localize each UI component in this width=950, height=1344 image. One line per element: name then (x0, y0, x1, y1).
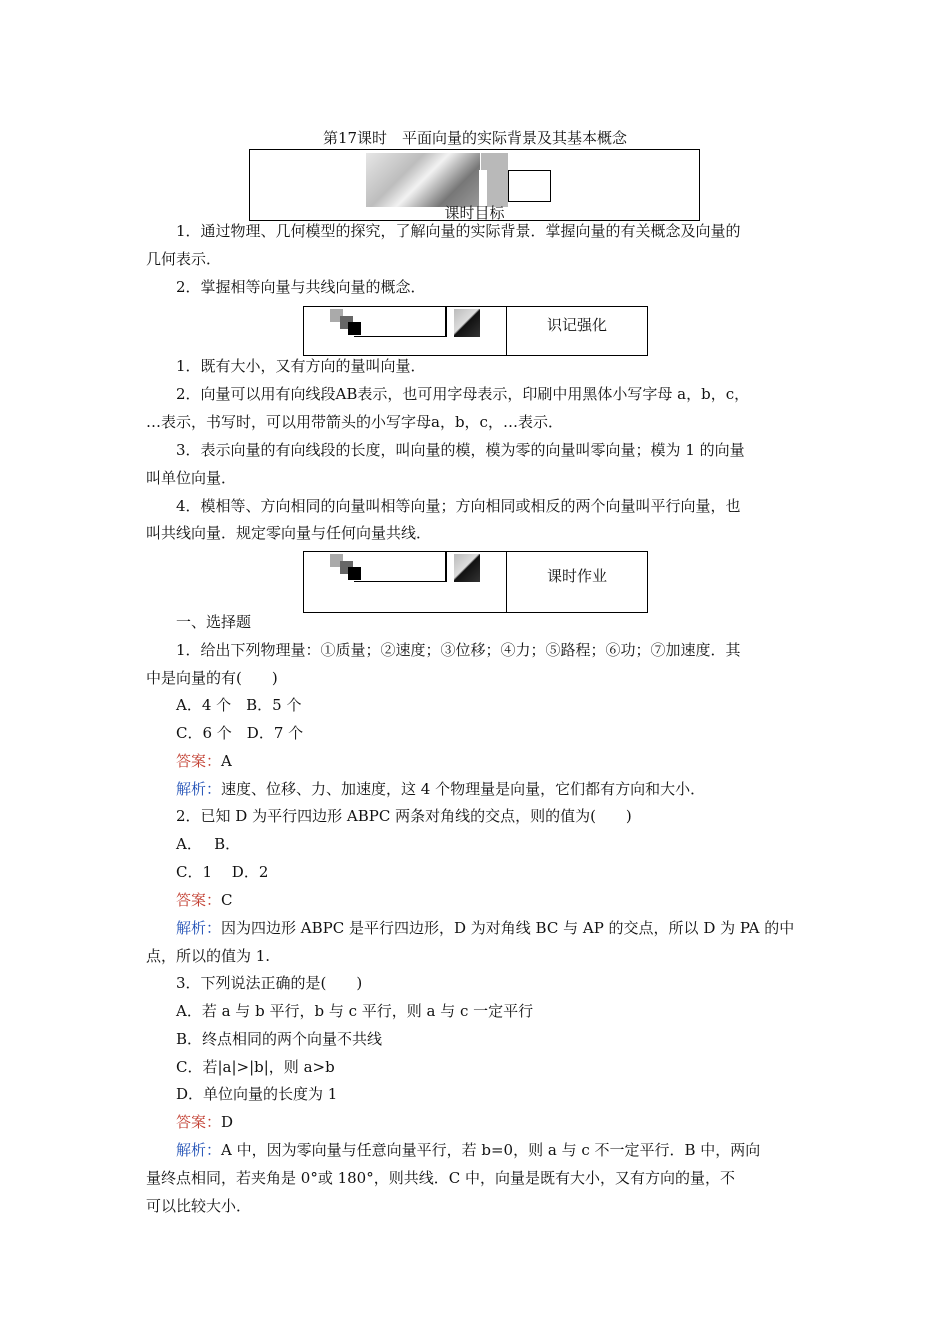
q2-stem-1: 2．已知 D 为平行四边形 ABPC 两条对角线的交点，则的值为( ) (176, 807, 632, 825)
q2-options-2: C．1 D．2 (176, 863, 269, 881)
homework-header-box (303, 551, 648, 613)
goals-header-box (249, 149, 700, 221)
q2-answer (176, 890, 840, 910)
part-heading: 一、选择题 (176, 613, 252, 631)
decorative-gradient-block (366, 153, 480, 207)
analysis-text: A 中，因为零向量与任意向量平行，若 b=0，则 a 与 c 不一定平行．B 中，两向 (221, 1141, 761, 1159)
decorative-small-box (508, 170, 551, 202)
q3-option-c: C．若|a|>|b|，则 a>b (176, 1058, 335, 1076)
memory-line-7: 叫共线向量．规定零向量与任何向量共线． (146, 524, 432, 542)
q1-stem-1: 1．给出下列物理量：①质量；②速度；③位移；④力；⑤路程；⑥功；⑦加速度．其 (176, 641, 741, 659)
q3-answer (176, 1112, 840, 1132)
analysis-label: 解析： (176, 780, 222, 798)
q3-stem-1: 3．下列说法正确的是( ) (176, 974, 363, 992)
goal-line-1: 1．通过物理、几何模型的探究，了解向量的实际背景．掌握向量的有关概念及向量的 (176, 222, 741, 240)
analysis-label: 解析： (176, 919, 222, 937)
q1-options-2: C．6 个 D．7 个 (176, 724, 304, 742)
analysis-text: 速度、位移、力、加速度，这 4 个物理量是向量，它们都有方向和大小． (221, 780, 706, 798)
memory-line-5: 叫单位向量． (146, 469, 237, 487)
answer-label: 答案： (176, 752, 222, 770)
q1-analysis (176, 779, 840, 799)
answer-value: C (221, 891, 233, 909)
q3-option-a: A．若 a 与 b 平行，b 与 c 平行，则 a 与 c 一定平行 (176, 1002, 534, 1020)
q3-analysis-1 (176, 1140, 840, 1160)
answer-value: D (221, 1113, 234, 1131)
header-inner-box (354, 552, 446, 582)
decorative-bar (445, 552, 447, 582)
q2-analysis-2: 点，所以的值为 1. (146, 947, 271, 965)
decorative-bar (445, 307, 447, 337)
q2-analysis-1 (176, 918, 840, 938)
decorative-corner-icon (454, 554, 480, 582)
memory-line-3: …表示，书写时，可以用带箭头的小写字母a，b，c，…表示． (146, 413, 563, 431)
answer-value: A (221, 752, 232, 770)
q2-options-1: A． B． (176, 835, 241, 853)
q3-option-d: D．单位向量的长度为 1 (176, 1085, 338, 1103)
homework-section-label: 课时作业 (546, 567, 607, 585)
memory-line-2: 2．向量可以用有向线段AB表示，也可用字母表示，印刷中用黑体小写字母 a，b，c， (176, 385, 750, 403)
q3-option-b: B．终点相同的两个向量不共线 (176, 1030, 383, 1048)
q1-answer (176, 751, 840, 771)
answer-label: 答案： (176, 891, 222, 909)
analysis-label: 解析： (176, 1141, 222, 1159)
decorative-square (348, 567, 361, 580)
goal-line-2: 几何表示． (146, 250, 222, 268)
goal-line-3: 2．掌握相等向量与共线向量的概念． (176, 278, 426, 296)
memory-section-label: 识记强化 (546, 316, 607, 334)
answer-label: 答案： (176, 1113, 222, 1131)
goals-section-label: 课时目标 (444, 204, 505, 222)
memory-line-4: 3．表示向量的有向线段的长度，叫向量的模，模为零的向量叫零向量；模为 1 的向量 (176, 441, 745, 459)
page-title: 第17课时 平面向量的实际背景及其基本概念 (322, 129, 628, 147)
decorative-square (348, 322, 361, 335)
decorative-strip-gap (479, 170, 487, 207)
memory-line-1: 1．既有大小，又有方向的量叫向量． (176, 357, 426, 375)
memory-line-6: 4．模相等、方向相同的向量叫相等向量；方向相同或相反的两个向量叫平行向量，也 (176, 497, 741, 515)
analysis-text: 因为四边形 ABPC 是平行四边形，D 为对角线 BC 与 AP 的交点，所以 D 为 PA 的中 (221, 919, 795, 937)
q3-analysis-2: 量终点相同，若夹角是 0°或 180°，则共线．C 中，向量是既有大小，又有方向的量，不 (146, 1169, 735, 1187)
header-inner-box (354, 307, 446, 337)
q1-stem-2: 中是向量的有( ) (146, 669, 278, 687)
memory-header-box (303, 306, 648, 356)
decorative-corner-icon (454, 309, 480, 337)
q3-analysis-3: 可以比较大小． (146, 1197, 252, 1215)
q1-options-1: A．4 个 B．5 个 (176, 696, 302, 714)
